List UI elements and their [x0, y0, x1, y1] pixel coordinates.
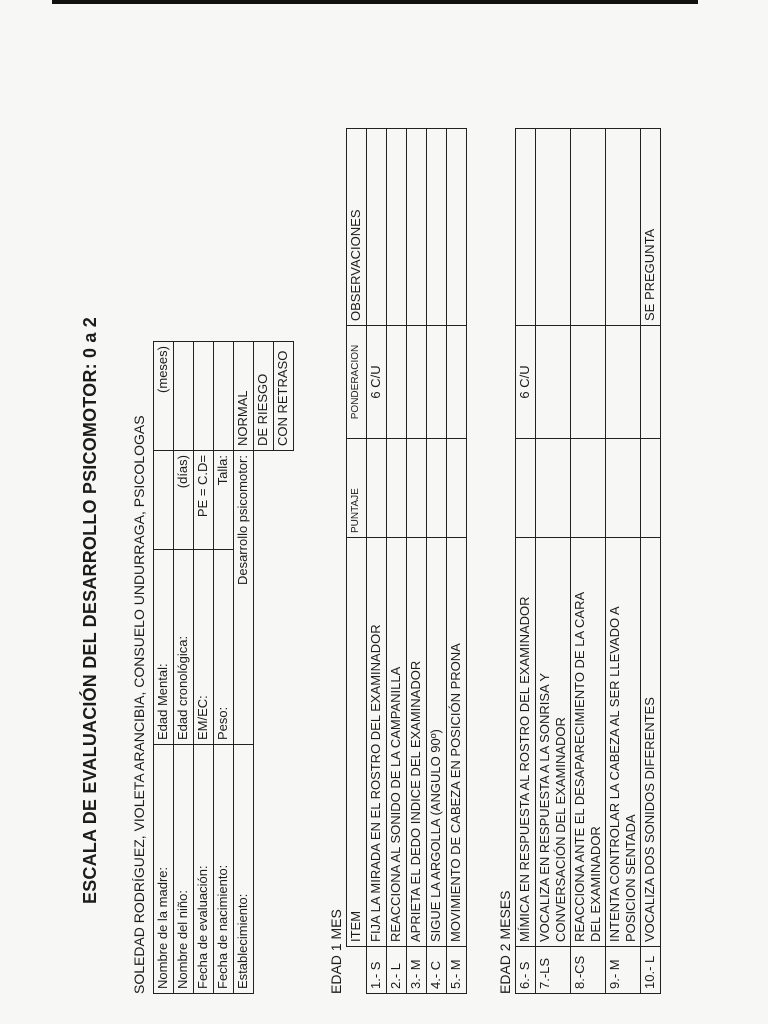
label-talla: Talla: [214, 451, 234, 550]
item-puntaje [606, 439, 641, 538]
label-peso: Peso: [214, 550, 234, 745]
item-number: 7.-LS [536, 947, 571, 994]
spacer [254, 745, 274, 994]
table-row [427, 129, 447, 994]
option-normal: NORMAL [234, 342, 254, 451]
spacer [274, 451, 294, 550]
item-text-line: VOCALIZA DOS SONIDOS DIFERENTES [642, 697, 657, 942]
item-observaciones [516, 129, 536, 326]
table-row [641, 129, 661, 994]
item-text-line-2: POSICION SENTADA [623, 814, 638, 942]
item-puntaje [367, 439, 387, 538]
item-puntaje [407, 439, 427, 538]
label-nino: Nombre del niño: [174, 745, 194, 994]
item-observaciones [447, 129, 467, 326]
header-observaciones: OBSERVACIONES [347, 129, 367, 326]
table-row [447, 129, 467, 994]
spacer [254, 451, 274, 550]
item-number: 10.- L [641, 947, 661, 994]
item-text-line: REACCIONA ANTE EL DESAPARECIMIENTO DE LA CARA [572, 591, 587, 942]
label-em-ec: EM/EC: [194, 550, 214, 745]
item-observaciones [606, 129, 641, 326]
rotated-document-page [24, 24, 744, 1024]
authors-line: SOLEDAD RODRÍGUEZ, VIOLETA ARANCIBIA, CONSUELO UNDURRAGA, PSICOLOGAS [131, 415, 147, 994]
item-puntaje [516, 439, 536, 538]
table-row [606, 129, 641, 994]
item-puntaje [447, 439, 467, 538]
item-observaciones [571, 129, 606, 326]
spacer [274, 550, 294, 745]
unit-meses: (meses) [154, 342, 174, 451]
label-edad-mental: Edad Mental: [154, 550, 174, 745]
item-ponderacion [427, 326, 447, 439]
label-fecha-nacimiento: Fecha de nacimiento: [214, 745, 234, 994]
item-number: 5.- M [447, 947, 467, 994]
item-text-line: INTENTA CONTROLAR LA CABEZA AL SER LLEVADO A [607, 606, 622, 942]
value-edad-mental [154, 451, 174, 550]
header-num [347, 947, 367, 994]
item-text [536, 538, 571, 947]
section-age-2-meses: EDAD 2 MESES [497, 890, 513, 994]
item-text [571, 538, 606, 947]
item-ponderacion: 6 C/U [367, 326, 387, 439]
items-table-2-meses [515, 128, 661, 994]
label-desarrollo-psicomotor: Desarrollo psicomotor: [234, 451, 254, 745]
label-edad-cronologica: Edad cronológica: [174, 550, 194, 745]
header-puntaje: PUNTAJE [347, 439, 367, 538]
unit-dias: (días) [174, 451, 194, 550]
item-number: 4.- C [427, 947, 447, 994]
item-number: 1.- S [367, 947, 387, 994]
option-de-riesgo: DE RIESGO [254, 342, 274, 451]
label-fecha-evaluacion: Fecha de evaluación: [194, 745, 214, 994]
spacer [274, 745, 294, 994]
item-puntaje [536, 439, 571, 538]
item-observaciones: SE PREGUNTA [641, 129, 661, 326]
item-text: APRIETA EL DEDO INDICE DEL EXAMINADOR [407, 538, 427, 947]
table-row [407, 129, 427, 994]
item-number: 6.- S [516, 947, 536, 994]
item-puntaje [641, 439, 661, 538]
label-pe-cd: PE = C.D= [194, 451, 214, 550]
item-text: MOVIMIENTO DE CABEZA EN POSICIÓN PRONA [447, 538, 467, 947]
label-madre: Nombre de la madre: [154, 745, 174, 994]
item-ponderacion [387, 326, 407, 439]
item-text: FIJA LA MIRADA EN EL ROSTRO DEL EXAMINADOR [367, 538, 387, 947]
items-table-1-mes [346, 128, 467, 994]
item-text: REACCIONA AL SONIDO DE LA CAMPANILLA [387, 538, 407, 947]
item-observaciones [407, 129, 427, 326]
patient-info-table [153, 341, 294, 994]
table-row [367, 129, 387, 994]
item-number: 9.- M [606, 947, 641, 994]
document-title: ESCALA DE EVALUACIÓN DEL DESARROLLO PSICOMOTOR: 0 a 2 [80, 317, 100, 904]
item-ponderacion [407, 326, 427, 439]
item-ponderacion [571, 326, 606, 439]
item-text-line: MÍMICA EN RESPUESTA AL ROSTRO DEL EXAMINADOR [517, 596, 532, 942]
item-observaciones [536, 129, 571, 326]
table-row [387, 129, 407, 994]
item-number: 8.-CS [571, 947, 606, 994]
item-puntaje [387, 439, 407, 538]
item-puntaje [427, 439, 447, 538]
item-ponderacion [447, 326, 467, 439]
section-age-1-mes: EDAD 1 MES [328, 909, 344, 994]
item-observaciones [427, 129, 447, 326]
header-item: ITEM [347, 538, 367, 947]
item-ponderacion [606, 326, 641, 439]
item-observaciones [367, 129, 387, 326]
item-text [606, 538, 641, 947]
value-talla [214, 342, 234, 451]
item-text-line-2: CONVERSACIÓN DEL EXAMINADOR [553, 717, 568, 942]
item-number: 3.- M [407, 947, 427, 994]
item-ponderacion: 6 C/U [516, 326, 536, 439]
value-edad-cronologica [174, 342, 194, 451]
item-text-line: VOCALIZA EN RESPUESTA A LA SONRISA Y [537, 672, 552, 942]
header-ponderacion: PONDERACION [347, 326, 367, 439]
option-con-retraso: CON RETRASO [274, 342, 294, 451]
spacer [254, 550, 274, 745]
item-puntaje [571, 439, 606, 538]
table-row [516, 129, 536, 994]
item-ponderacion [536, 326, 571, 439]
item-text [516, 538, 536, 947]
table-row [571, 129, 606, 994]
item-text: SIGUE LA ARGOLLA (ANGULO 90º) [427, 538, 447, 947]
label-establecimiento: Establecimiento: [234, 745, 254, 994]
document-content [80, 94, 661, 994]
scan-top-edge [52, 0, 698, 4]
item-number: 2.- L [387, 947, 407, 994]
value-pe-cd [194, 342, 214, 451]
table-row [536, 129, 571, 994]
item-text [641, 538, 661, 947]
item-observaciones [387, 129, 407, 326]
item-text-line-2: DEL EXAMINADOR [588, 826, 603, 942]
item-ponderacion [641, 326, 661, 439]
